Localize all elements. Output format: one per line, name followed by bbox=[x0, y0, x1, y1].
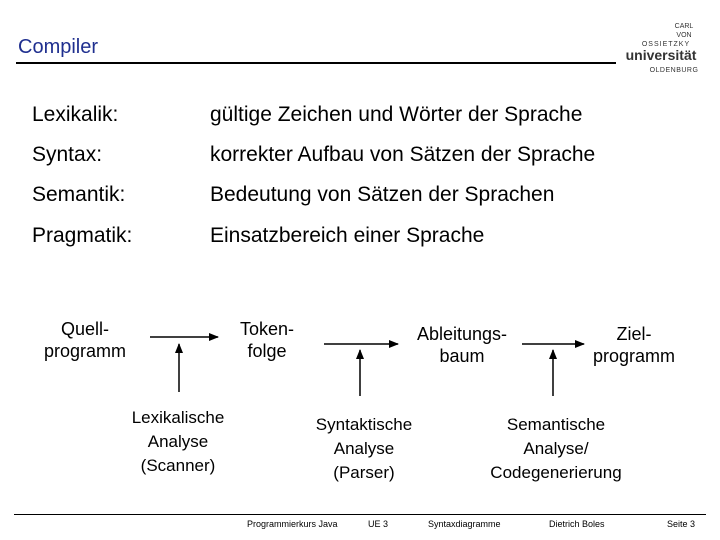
term-semantik: Semantik: bbox=[32, 183, 126, 206]
derivation-tree-line-2: baum bbox=[439, 346, 485, 366]
stage-semantic-line-3: Codegenerierung bbox=[490, 463, 622, 482]
logo-line-1: CARL bbox=[674, 23, 694, 30]
footer-unit: UE 3 bbox=[368, 519, 389, 529]
source-program-line-1: Quell- bbox=[60, 319, 109, 339]
term-pragmatik: Pragmatik: bbox=[32, 224, 133, 247]
source-program-line-2: programm bbox=[43, 341, 127, 361]
definition-lexikalik: gültige Zeichen und Wörter der Sprache bbox=[210, 103, 583, 126]
target-program-line-1: Ziel- bbox=[616, 324, 652, 344]
page-title: Compiler bbox=[18, 36, 99, 58]
derivation-tree-line-1: Ableitungs- bbox=[416, 324, 508, 344]
stage-syntactic-line-2: Analyse bbox=[333, 439, 395, 458]
stage-lexical-line-2: Analyse bbox=[147, 432, 209, 451]
target-program-line-2: programm bbox=[592, 346, 676, 366]
stage-lexical-line-1: Lexikalische bbox=[131, 408, 225, 427]
logo-line-5: OLDENBURG bbox=[649, 67, 699, 74]
logo-line-2: VON bbox=[676, 32, 692, 39]
logo-line-3: OSSIETZKY bbox=[641, 41, 691, 48]
token-sequence-line-2: folge bbox=[247, 341, 287, 361]
footer-author: Dietrich Boles bbox=[549, 519, 605, 529]
footer-topic: Syntaxdiagramme bbox=[428, 519, 501, 529]
stage-syntactic-line-3: (Parser) bbox=[333, 463, 395, 482]
definition-syntax: korrekter Aufbau von Sätzen der Sprache bbox=[210, 143, 596, 166]
footer-course: Programmierkurs Java bbox=[247, 519, 338, 529]
term-lexikalik: Lexikalik: bbox=[32, 103, 119, 126]
footer-rule bbox=[14, 514, 706, 515]
stage-syntactic-line-1: Syntaktische bbox=[315, 415, 413, 434]
footer-page-number: Seite 3 bbox=[667, 519, 696, 529]
stage-semantic-line-2: Analyse/ bbox=[523, 439, 589, 458]
definition-semantik: Bedeutung von Sätzen der Sprachen bbox=[210, 183, 555, 206]
definition-pragmatik: Einsatzbereich einer Sprache bbox=[210, 224, 485, 247]
logo-line-4: universität bbox=[625, 47, 697, 63]
stage-lexical-line-3: (Scanner) bbox=[140, 456, 216, 475]
token-sequence-line-1: Token- bbox=[239, 319, 295, 339]
stage-semantic-line-1: Semantische bbox=[506, 415, 606, 434]
term-syntax: Syntax: bbox=[32, 143, 103, 166]
